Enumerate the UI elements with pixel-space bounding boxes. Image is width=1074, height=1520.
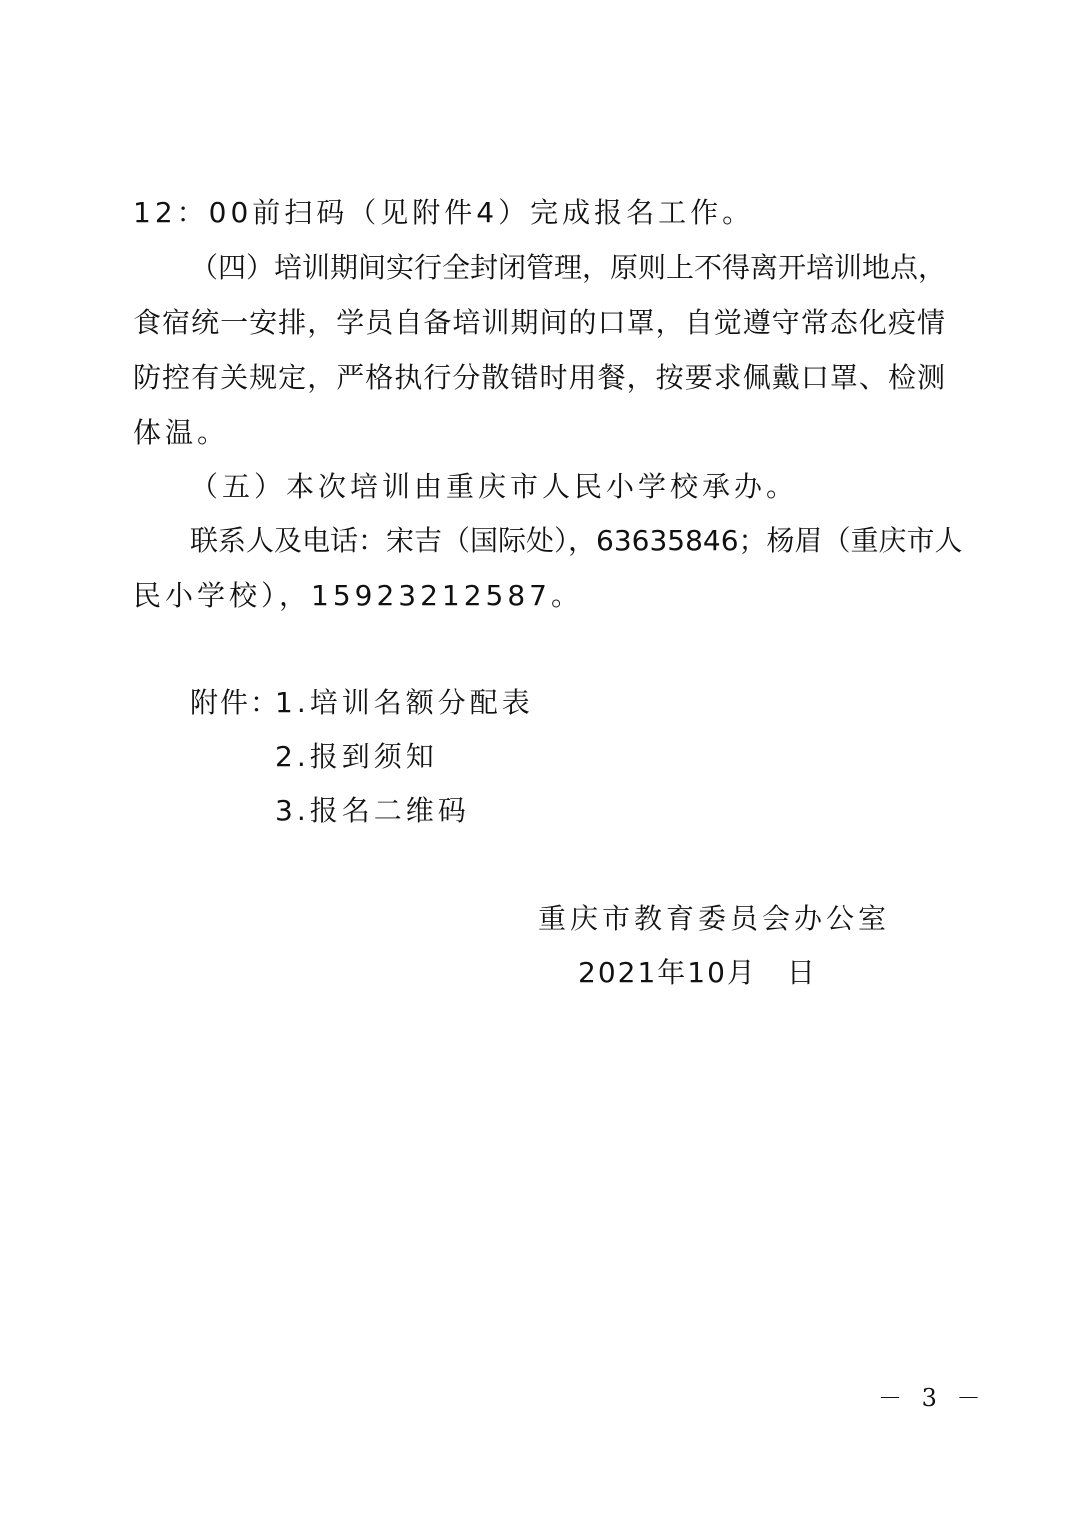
attachment-item: 1.培训名额分配表 [275, 686, 534, 719]
signature-org: 重庆市教育委员会办公室 [538, 902, 891, 935]
signature-date: 2021年10月 日 [578, 956, 817, 989]
paragraph-line: 防控有关规定，严格执行分散错时用餐，按要求佩戴口罩、检测 [133, 361, 945, 394]
attachment-item: 3.报名二维码 [275, 794, 470, 827]
contact-line: 民小学校），15923212587。 [133, 579, 583, 612]
page-number: － 3 － [878, 1384, 987, 1412]
paragraph-line: 12：00前扫码（见附件4）完成报名工作。 [133, 196, 755, 229]
paragraph-line: 体温。 [133, 416, 230, 449]
attachment-item: 2.报到须知 [275, 740, 438, 773]
paragraph-line: 食宿统一安排，学员自备培训期间的口罩，自觉遵守常态化疫情 [133, 306, 945, 339]
contact-line: 联系人及电话：宋吉（国际处），63635846；杨眉（重庆市人 [190, 524, 963, 557]
attachments-label: 附件： [190, 686, 281, 719]
paragraph-line: （五）本次培训由重庆市人民小学校承办。 [190, 470, 799, 503]
paragraph-line: （四）培训期间实行全封闭管理，原则上不得离开培训地点， [190, 251, 947, 284]
